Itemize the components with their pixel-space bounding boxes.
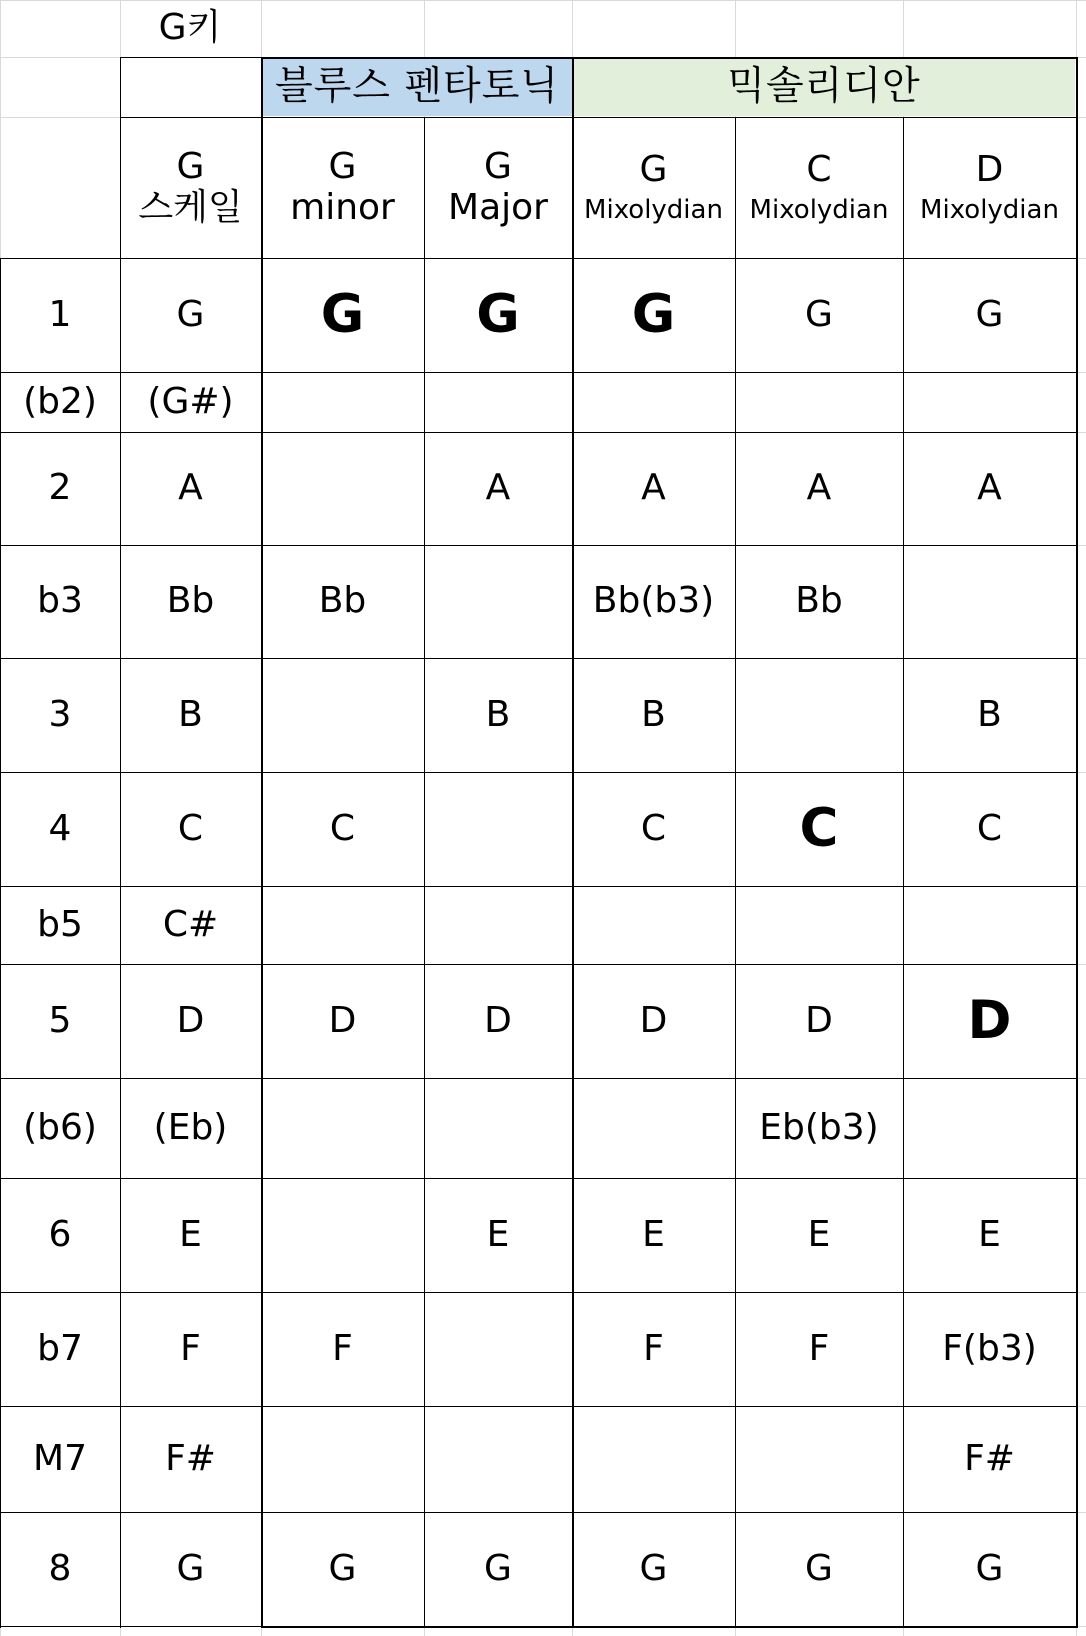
note-cell[interactable] <box>424 1078 572 1178</box>
note-cell[interactable]: D <box>805 999 833 1041</box>
table-border <box>0 658 1078 659</box>
note-cell[interactable] <box>572 1406 735 1512</box>
table-border <box>0 886 1078 887</box>
note-cell[interactable]: A <box>178 467 203 509</box>
header-root: G <box>484 146 512 188</box>
column-header[interactable] <box>261 117 424 258</box>
column-header[interactable] <box>424 117 572 258</box>
note-cell[interactable]: E <box>486 1213 510 1255</box>
note-cell[interactable] <box>735 658 903 772</box>
degree-label[interactable]: 4 <box>48 807 72 849</box>
degree-label[interactable]: 2 <box>48 467 72 509</box>
degree-label[interactable]: M7 <box>33 1437 87 1479</box>
note-cell[interactable] <box>572 372 735 432</box>
note-cell[interactable] <box>735 886 903 964</box>
note-cell[interactable] <box>735 1406 903 1512</box>
group-blues-pentatonic[interactable]: 블루스 펜타토닉 <box>262 58 572 116</box>
note-cell[interactable] <box>903 545 1076 658</box>
table-border <box>0 258 1078 259</box>
note-cell[interactable]: F(b3) <box>942 1327 1037 1369</box>
note-cell[interactable]: G <box>328 1547 357 1589</box>
note-cell[interactable] <box>903 372 1076 432</box>
table-border <box>572 57 574 1628</box>
degree-label[interactable]: 5 <box>48 999 72 1041</box>
note-cell[interactable]: E <box>179 1213 202 1255</box>
column-header[interactable] <box>120 117 261 258</box>
note-cell[interactable]: D <box>967 990 1012 1052</box>
table-border <box>903 117 904 1628</box>
note-cell[interactable]: A <box>806 467 832 509</box>
header-sub: Mixolydian <box>749 195 889 226</box>
note-cell[interactable]: C <box>640 807 667 849</box>
note-cell[interactable]: G <box>476 284 520 346</box>
note-cell[interactable] <box>424 772 572 886</box>
header-sub: minor <box>290 186 395 228</box>
note-cell[interactable]: B <box>977 693 1002 735</box>
degree-label[interactable]: 1 <box>48 293 72 335</box>
note-cell[interactable]: F <box>180 1327 201 1369</box>
note-cell[interactable]: C <box>329 807 356 849</box>
header-root: G <box>639 148 668 190</box>
table-border <box>120 117 1078 118</box>
note-cell[interactable]: G <box>805 293 833 335</box>
column-header[interactable] <box>735 117 903 258</box>
note-cell[interactable]: D <box>176 999 205 1041</box>
note-cell[interactable] <box>424 545 572 658</box>
table-border <box>0 1406 1078 1407</box>
key-title[interactable]: G키 <box>158 6 222 48</box>
note-cell[interactable] <box>424 1406 572 1512</box>
note-cell[interactable] <box>424 372 572 432</box>
column-header[interactable] <box>572 117 735 258</box>
note-cell[interactable]: G <box>320 284 365 346</box>
header-sub: Mixolydian <box>584 195 723 226</box>
degree-label[interactable]: 6 <box>48 1213 72 1255</box>
note-cell[interactable]: B <box>178 693 203 735</box>
note-cell[interactable] <box>572 1078 735 1178</box>
note-cell[interactable]: G <box>176 293 205 335</box>
note-cell[interactable]: Eb(b3) <box>759 1106 879 1148</box>
table-border <box>0 372 1078 373</box>
note-cell[interactable]: A <box>977 467 1002 509</box>
degree-label[interactable]: b5 <box>37 903 83 945</box>
note-cell[interactable] <box>261 658 424 772</box>
note-cell[interactable]: E <box>978 1213 1001 1255</box>
note-cell[interactable]: C <box>177 807 204 849</box>
note-cell[interactable]: F <box>643 1327 664 1369</box>
table-border <box>424 117 425 1628</box>
note-cell[interactable]: C# <box>162 903 219 945</box>
note-cell[interactable]: F <box>332 1327 353 1369</box>
note-cell[interactable]: F# <box>165 1437 216 1479</box>
note-cell[interactable] <box>261 432 424 545</box>
note-cell[interactable]: Bb <box>795 580 843 622</box>
note-cell[interactable]: G <box>805 1547 833 1589</box>
table-border <box>0 258 1 1628</box>
note-cell[interactable]: B <box>485 693 511 735</box>
degree-label[interactable]: (b6) <box>23 1106 97 1148</box>
note-cell[interactable]: G <box>484 1547 512 1589</box>
note-cell[interactable]: G <box>176 1547 205 1589</box>
table-border <box>735 117 736 1628</box>
note-cell[interactable] <box>424 886 572 964</box>
note-cell[interactable]: A <box>641 467 666 509</box>
note-cell[interactable]: G <box>639 1547 668 1589</box>
note-cell[interactable] <box>424 1292 572 1406</box>
note-cell[interactable]: E <box>642 1213 665 1255</box>
note-cell[interactable]: Bb(b3) <box>592 580 715 622</box>
note-cell[interactable] <box>735 372 903 432</box>
note-cell[interactable]: G <box>631 284 676 346</box>
note-cell[interactable]: A <box>485 467 511 509</box>
note-cell[interactable]: D <box>328 999 357 1041</box>
header-root: G <box>328 146 357 188</box>
table-border <box>261 57 1078 59</box>
note-cell[interactable]: F <box>808 1327 830 1369</box>
note-cell[interactable]: D <box>484 999 512 1041</box>
note-cell[interactable] <box>261 1406 424 1512</box>
degree-label[interactable]: (b2) <box>23 380 97 422</box>
degree-label[interactable]: b7 <box>37 1327 83 1369</box>
note-cell[interactable] <box>261 1178 424 1292</box>
table-border <box>120 57 121 1628</box>
table-border <box>0 1178 1078 1179</box>
table-border <box>261 1626 1078 1628</box>
header-root: C <box>806 148 832 190</box>
table-border <box>0 1292 1078 1293</box>
note-cell[interactable] <box>261 1078 424 1178</box>
header-sub: Major <box>448 186 548 228</box>
header-sub: Mixolydian <box>920 195 1059 226</box>
note-cell[interactable]: C <box>976 807 1003 849</box>
table-border <box>1076 57 1078 1628</box>
note-cell[interactable] <box>572 886 735 964</box>
header-root: G <box>176 146 205 188</box>
table-border <box>0 964 1078 965</box>
note-cell[interactable]: (G#) <box>147 380 234 422</box>
degree-label[interactable]: 8 <box>48 1547 72 1589</box>
note-cell[interactable]: (Eb) <box>153 1106 228 1148</box>
group-mixolydian[interactable]: 믹솔리디안 <box>573 58 1075 116</box>
note-cell[interactable]: G <box>975 1547 1004 1589</box>
note-cell[interactable]: D <box>639 999 668 1041</box>
note-cell[interactable]: Bb <box>318 580 367 622</box>
note-cell[interactable] <box>261 372 424 432</box>
note-cell[interactable]: G <box>975 293 1004 335</box>
table-border <box>0 545 1078 546</box>
note-cell[interactable]: F# <box>964 1437 1015 1479</box>
note-cell[interactable]: Bb <box>166 580 215 622</box>
table-border <box>261 57 263 1628</box>
header-root: D <box>975 148 1004 190</box>
table-border <box>0 772 1078 773</box>
table-border <box>0 432 1078 433</box>
table-border <box>0 1078 1078 1079</box>
note-cell[interactable]: B <box>641 693 666 735</box>
note-cell[interactable] <box>903 886 1076 964</box>
degree-label[interactable]: 3 <box>48 693 72 735</box>
note-cell[interactable] <box>903 1078 1076 1178</box>
note-cell[interactable] <box>261 886 424 964</box>
column-header[interactable] <box>903 117 1076 258</box>
header-sub: 스케일 <box>138 186 243 228</box>
degree-label[interactable]: b3 <box>37 580 83 622</box>
table-border <box>0 1512 1078 1513</box>
note-cell[interactable]: E <box>807 1213 831 1255</box>
note-cell[interactable]: C <box>799 798 839 860</box>
